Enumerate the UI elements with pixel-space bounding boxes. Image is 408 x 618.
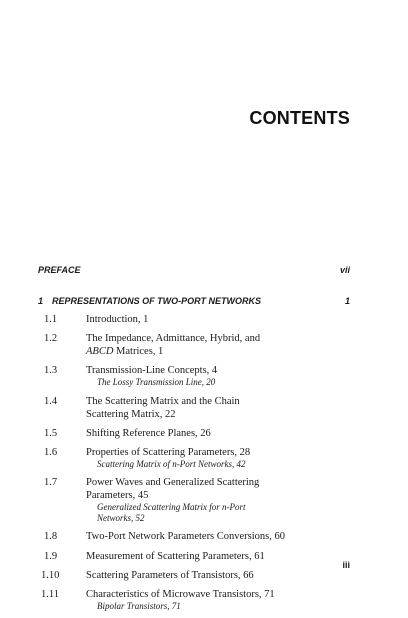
section-body bbox=[86, 476, 364, 524]
section-body bbox=[86, 364, 364, 388]
section-body bbox=[86, 550, 364, 563]
section-entry[interactable] bbox=[44, 395, 364, 421]
section-title-line: ABCD Matrices, 1 bbox=[86, 346, 164, 358]
section-entry[interactable] bbox=[44, 530, 364, 543]
section-entry[interactable] bbox=[44, 476, 364, 524]
section-entry[interactable] bbox=[44, 313, 364, 326]
section-entry[interactable] bbox=[44, 550, 364, 563]
section-number: 1.9 bbox=[44, 550, 58, 562]
preface-entry[interactable] bbox=[38, 265, 350, 275]
section-body bbox=[86, 313, 364, 326]
section-body bbox=[86, 427, 364, 440]
page-title: CONTENTS bbox=[249, 108, 350, 128]
section-number: 1.10 bbox=[41, 569, 60, 581]
subsection-line: The Lossy Transmission Line, 20 bbox=[97, 377, 216, 388]
section-title-line: Introduction, 1 bbox=[86, 314, 149, 325]
preface-page: vii bbox=[339, 265, 350, 275]
page-number: iii bbox=[342, 560, 350, 570]
section-body bbox=[86, 569, 364, 582]
section-entry[interactable] bbox=[44, 446, 364, 470]
section-title-line: Scattering Matrix, 22 bbox=[86, 408, 176, 420]
section-body bbox=[86, 530, 364, 543]
section-number: 1.4 bbox=[44, 395, 58, 407]
section-title-line: The Scattering Matrix and the Chain bbox=[86, 395, 240, 407]
section-title-line: Characteristics of Microwave Transistors, 71 bbox=[86, 588, 275, 600]
section-number: 1.8 bbox=[44, 531, 58, 543]
section-entry[interactable] bbox=[44, 364, 364, 388]
chapter-number: 1 bbox=[38, 296, 44, 306]
section-title-line: Shifting Reference Planes, 26 bbox=[86, 427, 211, 439]
section-body bbox=[86, 588, 364, 612]
section-number: 1.2 bbox=[44, 333, 58, 345]
section-list bbox=[41, 313, 364, 618]
chapter-page: 1 bbox=[344, 296, 350, 306]
section-title-line: Transmission-Line Concepts, 4 bbox=[86, 365, 218, 377]
section-number: 1.1 bbox=[44, 314, 58, 325]
chapter-title: REPRESENTATIONS OF TWO-PORT NETWORKS bbox=[52, 296, 261, 306]
chapter-entry[interactable] bbox=[38, 296, 350, 306]
section-title-line: Parameters, 45 bbox=[86, 490, 149, 502]
section-number: 1.11 bbox=[41, 588, 59, 600]
section-number: 1.7 bbox=[44, 477, 58, 489]
section-body bbox=[86, 395, 364, 421]
section-title-line: Scattering Parameters of Transistors, 66 bbox=[86, 569, 254, 581]
section-title-line: Power Waves and Generalized Scattering bbox=[86, 477, 260, 489]
section-number: 1.6 bbox=[44, 446, 58, 458]
section-number: 1.5 bbox=[44, 427, 58, 439]
subsection-line: Bipolar Transistors, 71 bbox=[97, 600, 181, 611]
subsection-line: Generalized Scattering Matrix for n-Port bbox=[97, 502, 246, 513]
section-entry[interactable] bbox=[44, 332, 364, 358]
section-entry[interactable] bbox=[41, 569, 364, 582]
preface-label: PREFACE bbox=[38, 265, 81, 275]
section-body bbox=[86, 446, 364, 470]
section-number: 1.3 bbox=[44, 365, 58, 377]
section-title-line: Measurement of Scattering Parameters, 61 bbox=[86, 550, 265, 562]
section-title-line: Properties of Scattering Parameters, 28 bbox=[86, 446, 251, 458]
subsection-line: Scattering Matrix of n-Port Networks, 42 bbox=[97, 458, 246, 469]
section-entry[interactable] bbox=[41, 588, 364, 612]
section-title-line: Two-Port Network Parameters Conversions, 60 bbox=[86, 531, 286, 543]
section-title-line: The Impedance, Admittance, Hybrid, and bbox=[86, 333, 261, 345]
section-entry[interactable] bbox=[44, 427, 364, 440]
section-body bbox=[86, 332, 364, 358]
subsection-line: Networks, 52 bbox=[97, 513, 145, 524]
